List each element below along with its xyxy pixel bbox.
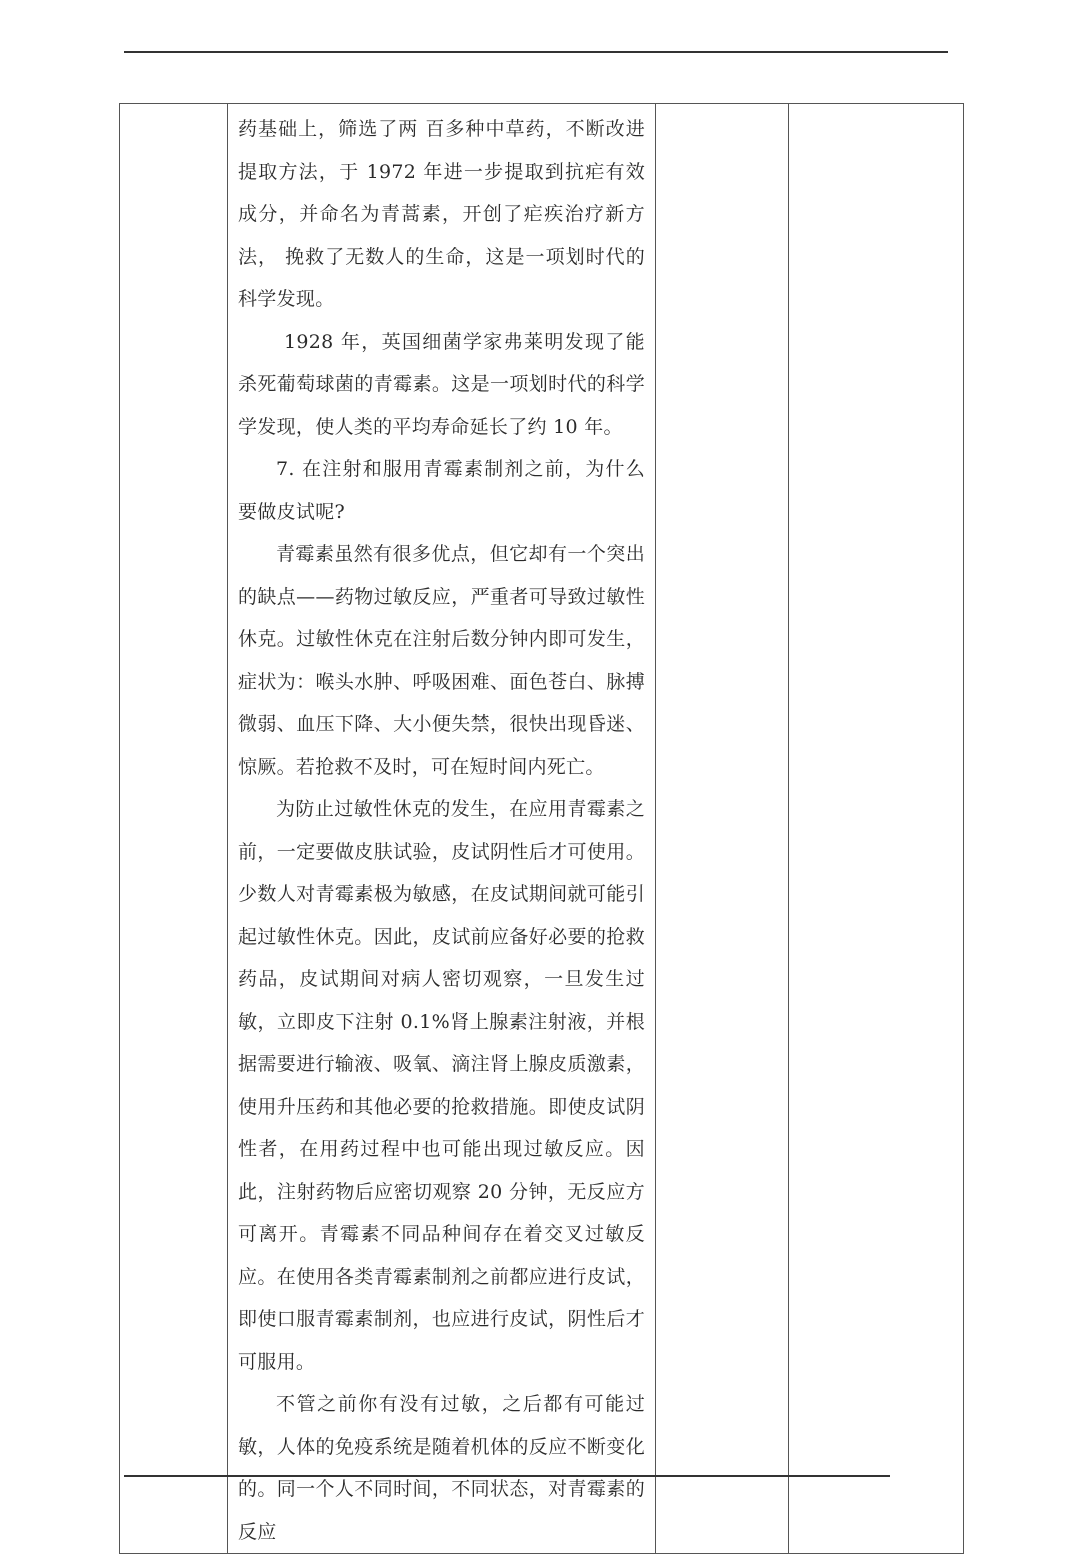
- lesson-table: [119, 103, 964, 1554]
- table-cell-right: [789, 104, 964, 1554]
- paragraph-question-7: 7. 在注射和服用青霉素制剂之前，为什么要做皮试呢?: [238, 458, 645, 523]
- table-cell-third: [656, 104, 789, 1554]
- paragraph-artemisinin: 药基础上，筛选了两 百多种中草药，不断改进提取方法，于 1972 年进一步提取到抗疟有效成分，并命名为青蒿素，开创了疟疾治疗新方法， 挽救了无数人的生命，这是一项划时代的科学发现。: [238, 118, 645, 310]
- paragraph-allergy-risk: 青霉素虽然有很多优点，但它却有一个突出的缺点——药物过敏反应，严重者可导致过敏性休克。过敏性休克在注射后数分钟内即可发生，症状为：喉头水肿、呼吸困难、面色苍白、脉搏微弱、血压下降、大小便失禁，很快出现昏迷、惊厥。若抢救不及时，可在短时间内死亡。: [238, 543, 645, 778]
- header-rule: [124, 51, 948, 53]
- paragraph-immune-change: 不管之前你有没有过敏，之后都有可能过敏，人体的免疫系统是随着机体的反应不断变化的。同一个人不同时间，不同状态，对青霉素的反应: [238, 1393, 645, 1543]
- content-body: [228, 104, 655, 1553]
- table-row: [120, 104, 964, 1554]
- table-cell-left: [120, 104, 228, 1554]
- footer-rule: [124, 1475, 890, 1477]
- table-cell-content: [228, 104, 656, 1554]
- paragraph-skin-test: 为防止过敏性休克的发生，在应用青霉素之前，一定要做皮肤试验，皮试阴性后才可使用。少数人对青霉素极为敏感，在皮试期间就可能引起过敏性休克。因此，皮试前应备好必要的抢救药品，皮试期间对病人密切观察，一旦发生过敏，立即皮下注射 0.1%肾上腺素注射液，并根据需要进行输液、吸氧、滴注肾上腺皮质激素，使用升压药和其他必要的抢救措施。即使皮试阴性者，在用药过程中也可能出现过敏反应。因此，注射药物后应密切观察 20 分钟，无反应方可离开。青霉素不同品种间存在着交叉过敏反应。在使用各类青霉素制剂之前都应进行皮试，即使口服青霉素制剂，也应进行皮试，阴性后才可服用。: [238, 798, 645, 1373]
- paragraph-penicillin-discovery: 1928 年，英国细菌学家弗莱明发现了能杀死葡萄球菌的青霉素。这是一项划时代的科学学发现，使人类的平均寿命延长了约 10 年。: [238, 330, 645, 438]
